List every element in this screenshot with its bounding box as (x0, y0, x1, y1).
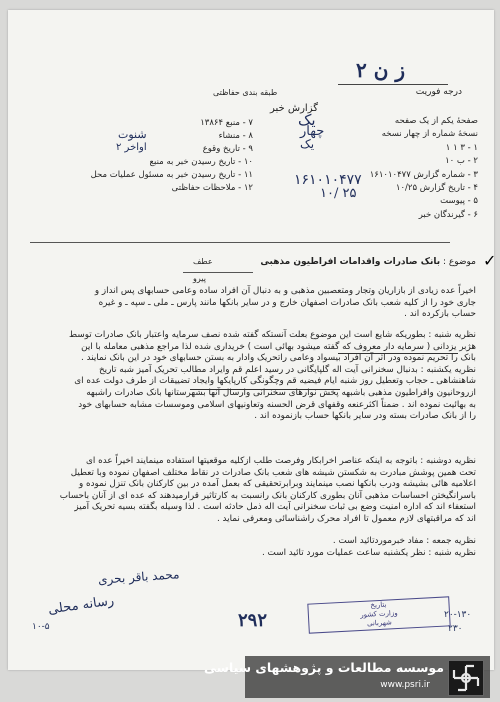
watermark-name: موسسه مطالعات و پژوهشهای سیاسی (203, 660, 444, 675)
divider (338, 84, 448, 85)
paragraph-line: را از بانک صادرات بسته ودر سایر بانکها حساب بازنموده اند . (254, 411, 476, 422)
paragraph (26, 456, 476, 526)
paragraph-line: اعلامیه هائی بشیشه ودرب بانکها نصب مینمایند وبرابرتحقیقی که بعمل آمده در بین کارکنان بانک تنزل نموده و (78, 479, 476, 490)
handwritten-note: رسانه محلی (47, 593, 116, 618)
field: نسخهٔ شماره از چهار نسخه (381, 129, 478, 140)
paragraph-line: هژبر یزدانی ( سرمایه دار معروف که گفته میشود بهائی است ) خریداری شده لذا مراجع مذهبی معامله با این (81, 341, 476, 352)
paragraph-line: نظریه دوشنبه : باتوجه به اینکه عناصر اخرابکار وفرصت طلب ازکلیه موقعیتها استفاده مینمایند اخیراً عده ای (86, 456, 476, 466)
official-stamp (307, 596, 450, 633)
handwritten-occurrence: اواخر ۲ (116, 142, 147, 153)
stamp-line: شهربانی (366, 618, 393, 628)
handwritten-doc-number: ۲ ز ن (356, 58, 406, 82)
paragraph-line: نظریه شنبه : نظر یکشنبه ساعت عملیات مورد تائید است . (261, 547, 476, 558)
field: ۶ - گیرندگان خبر (418, 209, 478, 220)
handwritten-number: ۲۹۲ (238, 610, 268, 631)
paragraph-line: باسرانگیختن احساسات مذهبی آنان بطوری کارکنان بانک رانسبت به کارتاثیر قرارمیدهند که عده ای از آنان باحساب (59, 490, 476, 501)
field: ۱۱ - تاریخ رسیدن خبر به مسئول عملیات محل (90, 170, 253, 180)
stamp-line: بتاریخ (370, 600, 387, 610)
reference-label: عطف (193, 257, 213, 266)
paragraph (26, 536, 476, 559)
field: ۸ - منشاء (218, 131, 253, 141)
paragraph-line: اند که مراقبتهای لازم معمول تا افراد محرک راشناسائی ومعرفی نماید . (216, 513, 476, 524)
paragraph-line: بانک را تحریم نموده ودر اثر آن افراد بیسواد وعامی راتحریک وادار به بستن حسابهای خود در این بانک نمایند . (81, 353, 476, 364)
handwritten-report-date: ۱۰/ ۲۵ (320, 186, 357, 201)
paragraph (26, 286, 476, 321)
document-page (8, 10, 497, 670)
subject-label: موضوع (448, 257, 476, 267)
paragraph-line: نظریه یکشنبه : بدنبال سخنرانی آیت اله گلپایگانی در رسید اعلم قم وایراد مطالب تحریک آمیز شبه تاریخ (98, 364, 476, 375)
handwritten-copy-number: یک (300, 137, 315, 151)
stamp-line: وزارت کشور (360, 609, 398, 619)
handwritten-page-count: یک (298, 111, 316, 129)
paragraph (26, 330, 476, 423)
right-fields (248, 115, 478, 222)
field: ۵ - پیوست (440, 196, 478, 207)
institute-logo-icon (448, 660, 484, 696)
handwritten-number: ۲۳۰ (448, 624, 463, 634)
subject-text: بانک صادرات واقدامات افراطیون مذهبی (260, 257, 441, 267)
paragraph-line: اخیراً عده زیادی از بازاریان وتجار ومتعصبین مذهبی و به دنبال آن افراد ساده وعامی حسابهای پس انداز و (94, 286, 476, 296)
field: ۷ - منبع ۱۳۸۶۴ (200, 118, 253, 128)
paragraph-line: نظریه شنبه : بطوریکه شایع است این موضوع بعلت آنستکه گفته شده نصف سرمایه واعتبار بانک صادرات توسط (69, 330, 476, 340)
handwritten-origin: شنوت (118, 128, 147, 141)
field: ۱ - ۳ ۱ ۱ (445, 142, 478, 153)
field: صفحهٔ یکم از یک صفحه (394, 116, 478, 126)
paragraph-line: جاری خود را از کلیه شعب بانک صادرات اصفهان خارج و در سایر بانکها مانند پارس ـ ملی ـ سپه ـ و غیره (98, 297, 476, 308)
field: ۲ - ب ۱۰ (445, 156, 478, 167)
field: ۱۲ - ملاحظات حفاظتی (171, 183, 253, 193)
subject-line: موضوع : بانک صادرات واقدامات افراطیون مذهبی (260, 257, 476, 267)
field: ۳ - شماره گزارش ۱۶۱۰۱۰۴۷۷ (369, 169, 478, 180)
handwritten-report-number: ۱۶۱۰۱۰۴۷۷ (294, 172, 362, 188)
paragraph-line: استعفاء اند که اداره امنیت وضع بی ثبات سخنرانی آیت اله ذمل حادثه است . لذا وسیله بگفته بسیه تحریک آمیز (74, 502, 476, 513)
watermark-url: www.psri.ir (380, 680, 430, 690)
report-title: گزارش خبر (270, 103, 318, 114)
paragraph-line: به بهائیت نموده اند . ضمناً اکثرعنعه وقفهای قرض الحسنه وتعاونیهای اسلامی وموسسات مشابه حسابهای خود (78, 399, 476, 410)
paragraph-line: تحت همین پوشش مبادرت به شکستن شیشه های شعب بانک صادرات در نقاط مختلف اصفهان نموده وبا تعطیل (70, 467, 476, 478)
divider (30, 242, 450, 243)
divider (183, 272, 253, 273)
underline-mark (338, 353, 458, 354)
underline-mark (190, 389, 340, 390)
handwritten-number: ۲۰-۱۳۰ (444, 610, 472, 620)
handwritten-signature: محمد باقر بحری (97, 567, 180, 587)
checkmark-icon: ✓ (483, 251, 497, 270)
paragraph-line: شاهنشاهی ـ حجاب وتعطیل روز شنبه ایام فیضیه قم وچگونگی کارپایکها وایجاد تضییقات از طرف دولت عده ای (74, 376, 476, 387)
handwritten-date: ۱۰-۵ (32, 622, 50, 632)
watermark-banner (203, 656, 490, 698)
field: ۴ - تاریخ گزارش ۱۰/۲۵ (395, 183, 478, 194)
classification-label: طبقه بندی حفاظتی (213, 88, 278, 97)
priority-label: درجه فوریت (415, 87, 462, 97)
paragraph-line: نظریه جمعه : مفاد خبرموردتائید است . (332, 536, 476, 546)
handwritten-copy-count: چهار (300, 124, 325, 139)
paragraph-line: ازروحانیون وافراطیون مذهبی باشبهه پخش نوارهای سخنرانی وارسال آنها بشهرستانها بانک صادرات راشبهه (86, 387, 476, 398)
field: ۱۰ - تاریخ رسیدن خبر به منبع (149, 157, 253, 167)
paragraph-line: حساب بازکرده اند . (404, 309, 476, 320)
followup-label: پیرو (193, 274, 206, 283)
field: ۹ - تاریخ وقوع (202, 144, 253, 154)
